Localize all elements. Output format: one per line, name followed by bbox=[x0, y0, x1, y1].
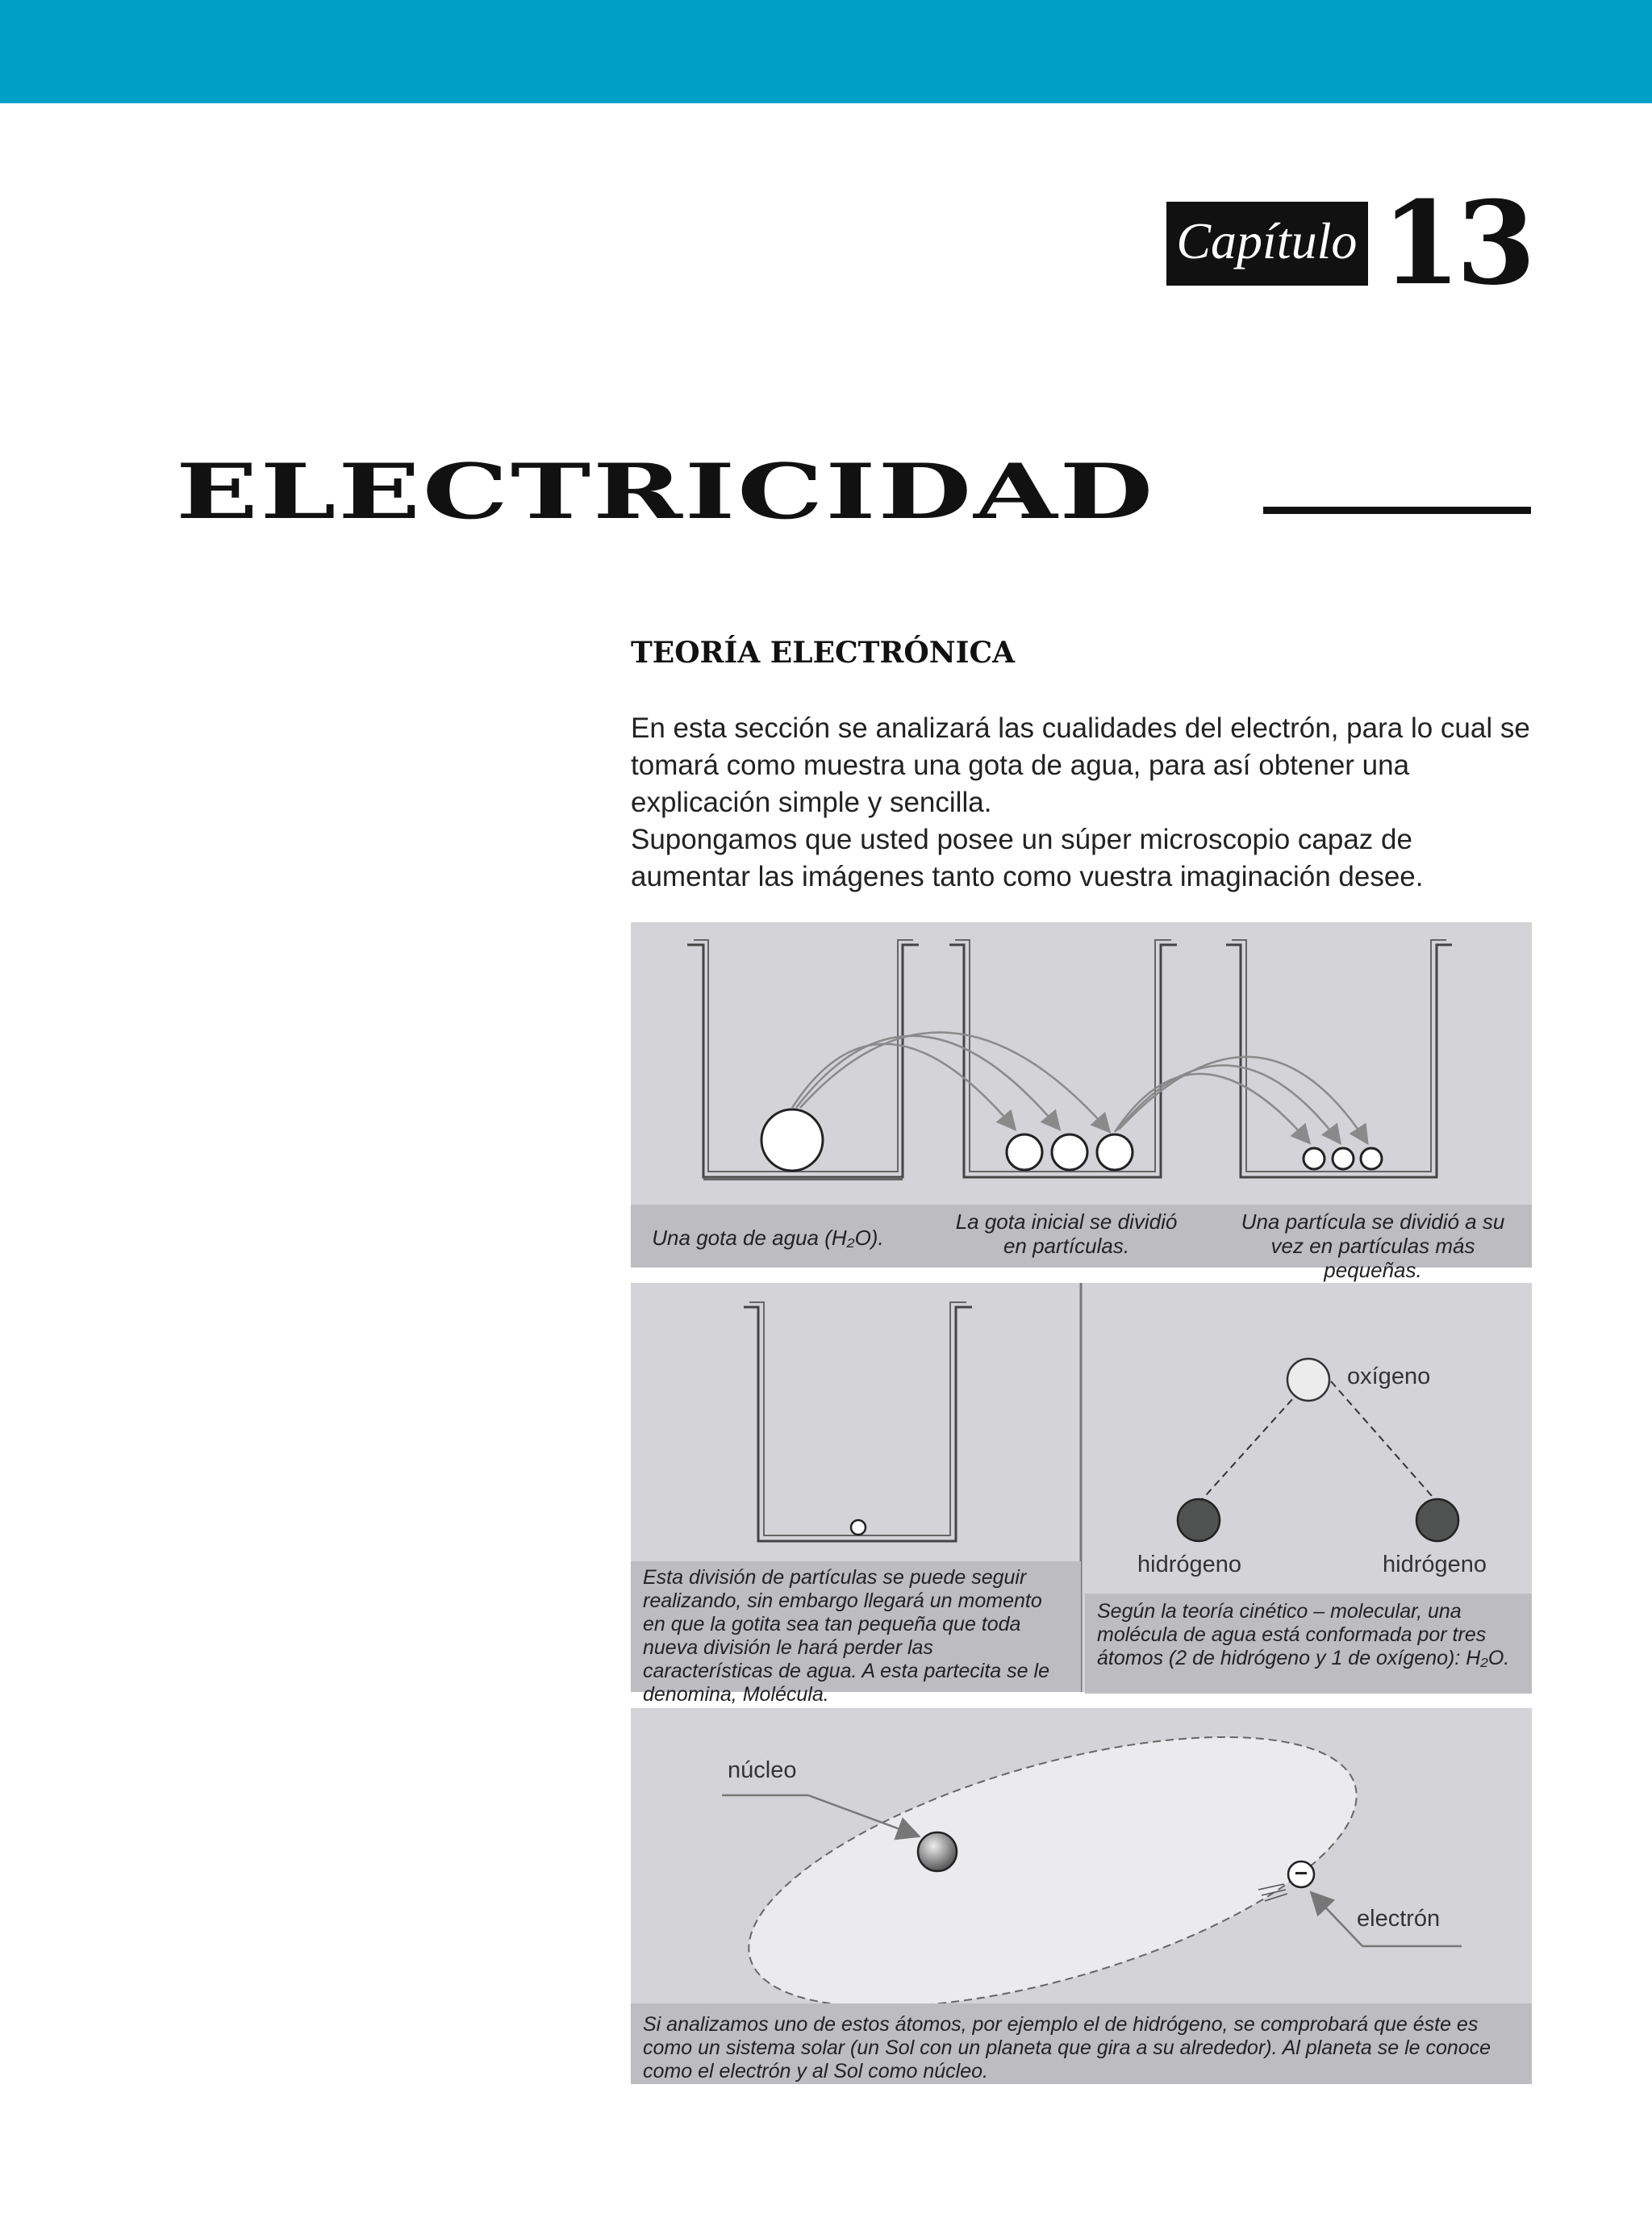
molecule-caption-right: Según la teoría cinético – molecular, una molécula de agua está conformada por tres átomos (2 de hidrógeno y 1 de oxígeno): H₂O. bbox=[1085, 1594, 1532, 1694]
figure-atom bbox=[631, 1708, 1532, 2083]
figure-drop-division bbox=[631, 922, 1532, 1282]
small-particle bbox=[851, 1520, 866, 1535]
label-nucleus: núcleo bbox=[728, 1757, 797, 1783]
chapter-number: 13 bbox=[1381, 177, 1531, 311]
electron-sign: − bbox=[1294, 1861, 1308, 1886]
chapter-label: Capítulo bbox=[1166, 202, 1368, 286]
caption-subdivided: Una partícula se dividió a su vez en partículas más pequeñas. bbox=[1241, 1209, 1505, 1282]
hydrogen-atom-right bbox=[1416, 1499, 1458, 1541]
label-oxygen: oxígeno bbox=[1347, 1364, 1431, 1389]
chapter-marker bbox=[1166, 177, 1531, 311]
water-drop bbox=[761, 1109, 823, 1171]
label-hydrogen-left: hidrógeno bbox=[1137, 1552, 1241, 1577]
molecule-caption-left: Esta división de partículas se puede seguir realizando, sin embargo llegará un momento en que la gotita sea tan pequeña que toda nueva división le hará perder las características de agua. A esta partecita se le denomina, Molécula. bbox=[631, 1561, 1081, 1692]
label-electron: electrón bbox=[1357, 1906, 1441, 1932]
top-color-bar bbox=[0, 0, 1652, 103]
title-rule bbox=[1263, 507, 1531, 514]
nucleus bbox=[918, 1832, 957, 1871]
intro-paragraph-1: En esta sección se analizará las cualidades del electrón, para lo cual se tomará como muestra una gota de agua, para así obtener una explicación simple y sencilla. bbox=[631, 712, 1530, 818]
intro-text bbox=[631, 710, 1533, 896]
hydrogen-atom-left bbox=[1178, 1499, 1220, 1541]
atom-caption: Si analizamos uno de estos átomos, por ejemplo el de hidrógeno, se comprobará que éste es como un sistema solar (un Sol con un planeta que gira a su alrededor). Al planeta se le conoce como el electrón y al Sol como núcleo. bbox=[631, 2003, 1532, 2084]
section-heading: TEORÍA ELECTRÓNICA bbox=[631, 636, 1016, 670]
intro-paragraph-2: Supongamos que usted posee un súper microscopio capaz de aumentar las imágenes tanto como vuestra imaginación desee. bbox=[631, 824, 1424, 892]
page-title: ELECTRICIDAD bbox=[176, 448, 1156, 537]
oxygen-atom bbox=[1287, 1359, 1329, 1401]
figure-molecule bbox=[631, 1283, 1532, 1706]
label-hydrogen-right: hidrógeno bbox=[1383, 1552, 1487, 1577]
caption-divided: La gota inicial se dividió en partículas. bbox=[955, 1209, 1178, 1258]
caption-drop: Una gota de agua (H₂O). bbox=[652, 1226, 884, 1250]
